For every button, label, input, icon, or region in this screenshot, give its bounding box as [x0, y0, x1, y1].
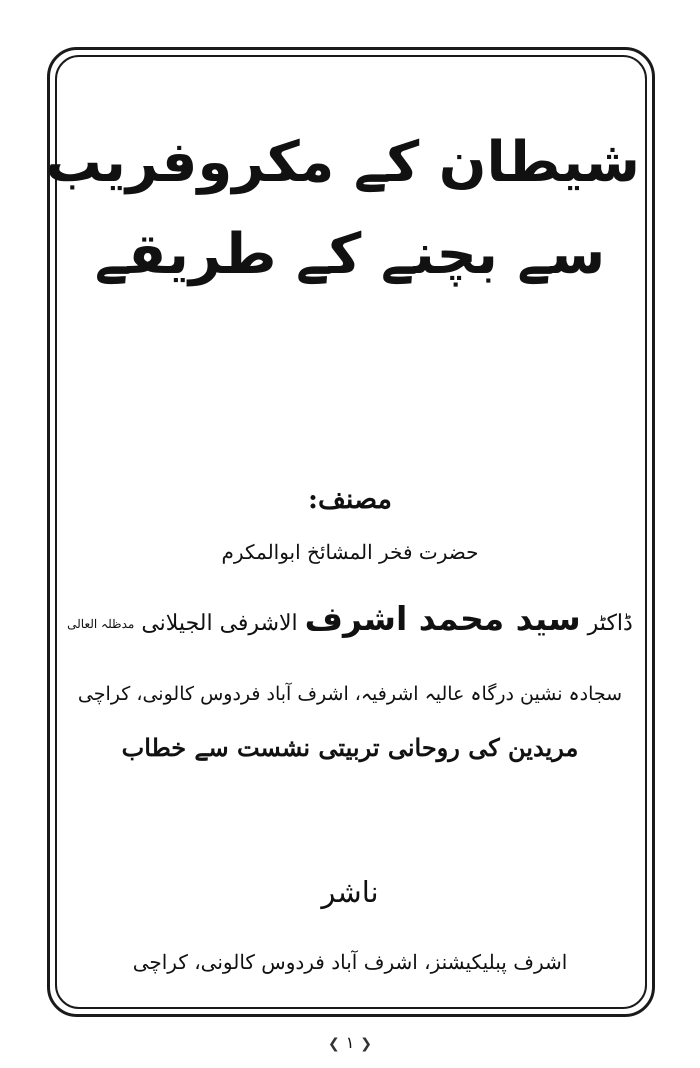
author-seat: سجادہ نشین درگاہ عالیہ اشرفیہ، اشرف آباد فردوس کالونی، کراچی	[77, 683, 623, 705]
left-ornament-icon: ❮	[327, 1036, 340, 1052]
author-name-line	[60, 594, 640, 649]
author-name: سید محمد اشرف	[304, 599, 581, 638]
author-prefix: ڈاکٹر	[587, 611, 633, 636]
page-number-value: ۱	[345, 1033, 355, 1052]
author-label: مصنف:	[308, 484, 392, 515]
page-number	[300, 1028, 400, 1058]
author-honorific: حضرت فخر المشائخ ابوالمکرم	[221, 540, 479, 564]
publisher-name: اشرف پبلیکیشنز، اشرف آباد فردوس کالونی، کراچی	[132, 950, 568, 974]
author-suffix: الاشرفی الجیلانی	[141, 611, 298, 636]
book-title-line-1: شیطان کے مکروفریب	[45, 130, 640, 195]
inner-border-frame	[45, 55, 647, 1009]
book-title-line-2: سے بچنے کے طریقے	[94, 222, 606, 287]
right-ornament-icon: ❯	[360, 1036, 373, 1052]
author-blessing: مدظلہ العالی	[67, 617, 135, 631]
book-description: مریدین کی روحانی تربیتی نشست سے خطاب	[121, 733, 579, 762]
publisher-label: ناشر	[321, 875, 379, 909]
